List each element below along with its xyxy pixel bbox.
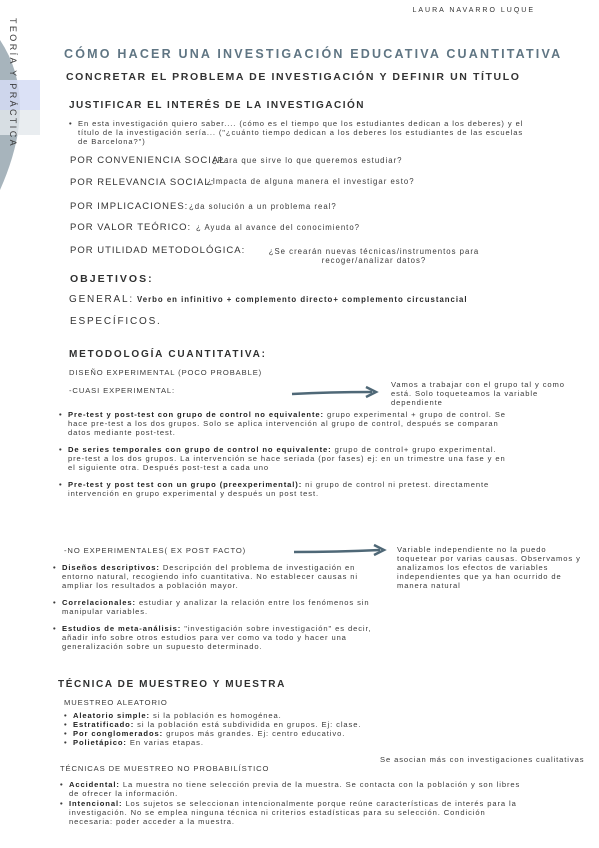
list-item (53, 563, 373, 590)
criterion-label: POR VALOR TEÓRICO: (70, 222, 192, 233)
criterion-label: POR UTILIDAD METODOLÓGICA: (70, 245, 246, 256)
list-item (59, 445, 511, 472)
item-text: "investigación sobre investigación" es decir, añadir info sobre otros estudios para ver como va todo y hacer una generalización sobre un supuesto determinado. (62, 624, 372, 651)
criterion-question: ¿da solución a un problema real? (189, 202, 337, 211)
list-item (64, 711, 484, 720)
method-heading: METODOLOGÍA CUANTITATIVA: (69, 349, 267, 360)
item-text: si la población está subdividida en grupos. Ej: clase. (137, 720, 362, 729)
quasi-label: -CUASI EXPERIMENTAL: (69, 386, 176, 395)
item-head: Intencional: (69, 799, 123, 808)
list-item (59, 410, 511, 437)
criterion-label: POR IMPLICACIONES: (70, 201, 189, 212)
page-subtitle: CONCRETAR EL PROBLEMA DE INVESTIGACIÓN Y DEFINIR UN TÍTULO (66, 71, 521, 83)
author-name: LAURA NAVARRO LUQUE (412, 7, 535, 14)
item-head: Estudios de meta-análisis: (62, 624, 182, 633)
justify-bullet: • En esta investigación quiero saber.... (cómo es el tiempo que los estudiantes dedican a los deberes) y el título de la investigación sería... ("¿cuánto tiempo dedican a los deberes los estudiantes de las escuelas de Barcelona?") (69, 119, 531, 146)
nonprob-list (60, 780, 522, 826)
item-head: Correlacionales: (62, 598, 136, 607)
criterion-label: POR CONVENIENCIA SOCIAL: (70, 155, 230, 166)
list-item (60, 780, 522, 798)
item-text: estudiar y analizar la relación entre los fenómenos sin manipular variables. (62, 598, 370, 616)
side-title: TEORÍA Y PRÁCTICA (8, 18, 18, 148)
item-head: De series temporales con grupo de control no equivalente: (68, 445, 332, 454)
quasi-note: Vamos a trabajar con el grupo tal y como está. Solo toqueteamos la variable dependiente (391, 380, 565, 407)
arrow-icon (290, 384, 380, 400)
quasi-list (59, 410, 511, 498)
nonexp-label: -NO EXPERIMENTALES( EX POST FACTO) (64, 546, 247, 555)
random-list (64, 711, 484, 747)
random-label: MUESTREO ALEATORIO (64, 698, 168, 707)
item-text: La muestra no tiene selección previa de la muestra. Se contacta con la población y son libres de ofrecer la información. (69, 780, 521, 798)
criterion-question: ¿Se crearán nuevas técnicas/instrumentos para recoger/analizar datos? (268, 247, 480, 265)
item-head: Por conglomerados: (73, 729, 164, 738)
item-text: grupo de control+ grupo experimental. pre-test a los dos grupos. La intervención se hace seriada (por fases) ej: en un trimestre una fase y en el siguiente otra. Después post-test a cada uno (68, 445, 506, 472)
item-text: ni grupo de control ni pretest. directamente intervención en grupo experimental y después un post test. (68, 480, 490, 498)
item-text: grupo experimental + grupo de control. Se hace pre-test a los dos grupos. Solo se aplica intervención al grupo de control, después se comparan datos mediante post-test. (68, 410, 506, 437)
item-text: si la población es homogénea. (152, 711, 282, 720)
item-head: Polietápico: (73, 738, 127, 747)
general-label: GENERAL: (69, 294, 134, 305)
nonexp-note: Variable independiente no la puedo toquetear por varias causas. Observamos y analizamos los efectos de variables independientes que ya han ocurrido de manera natural (397, 545, 581, 590)
sampling-heading: TÉCNICA DE MUESTREO Y MUESTRA (58, 679, 286, 690)
item-head: Pre-test y post test con un grupo (preexperimental): (68, 480, 303, 489)
criterion-question: ¿Impacta de alguna manera el investigar esto? (207, 177, 415, 186)
list-item (64, 729, 484, 738)
list-item (53, 598, 373, 616)
design-label: DISEÑO EXPERIMENTAL (POCO PROBABLE) (69, 368, 263, 377)
item-text: En varias etapas. (129, 738, 204, 747)
justify-heading: JUSTIFICAR EL INTERÉS DE LA INVESTIGACIÓN (69, 100, 365, 111)
list-item (60, 799, 522, 826)
nonprob-note (380, 755, 585, 764)
nonprob-label: TÉCNICAS DE MUESTREO NO PROBABILÍSTICO (60, 764, 270, 773)
list-item (64, 720, 484, 729)
specific-label: ESPECÍFICOS. (70, 316, 162, 327)
criterion-question: ¿Para que sirve lo que queremos estudiar? (212, 156, 403, 165)
nonprob-note-text: Se asocian más con investigaciones cualitativas (380, 755, 585, 764)
item-text: Los sujetos se seleccionan intencionalmente porque reúne características de interés para la investigación. No se emplea ninguna técnica ni criterios estadísticas para su selección. Condición necesaria: poder acceder a la muestra. (69, 799, 517, 826)
item-head: Diseños descriptivos: (62, 563, 160, 572)
item-head: Pre-test y post-test con grupo de control no equivalente: (68, 410, 324, 419)
item-head: Aleatorio simple: (73, 711, 150, 720)
arrow-icon (292, 543, 388, 559)
list-item (64, 738, 484, 747)
item-text: Descripción del problema de investigación en entorno natural, recogiendo info cuantitativa. No establecer causas ni ampliar los resultados a población mayor. (62, 563, 359, 590)
justify-bullet-list (69, 119, 531, 146)
criterion-label: POR RELEVANCIA SOCIAL: (70, 177, 215, 188)
item-head: Estratificado: (73, 720, 135, 729)
objectives-heading: OBJETIVOS: (70, 273, 154, 285)
page-title: CÓMO HACER UNA INVESTIGACIÓN EDUCATIVA CUANTITATIVA (64, 47, 563, 61)
item-text: grupos más grandes. Ej: centro educativo. (166, 729, 346, 738)
nonexp-list (53, 563, 373, 651)
list-item (59, 480, 511, 498)
list-item (53, 624, 373, 651)
criterion-question: ¿ Ayuda al avance del conocimiento? (196, 223, 361, 232)
general-text: Verbo en infinitivo + complemento directo+ complemento circustancial (137, 295, 468, 304)
item-head: Accidental: (69, 780, 120, 789)
